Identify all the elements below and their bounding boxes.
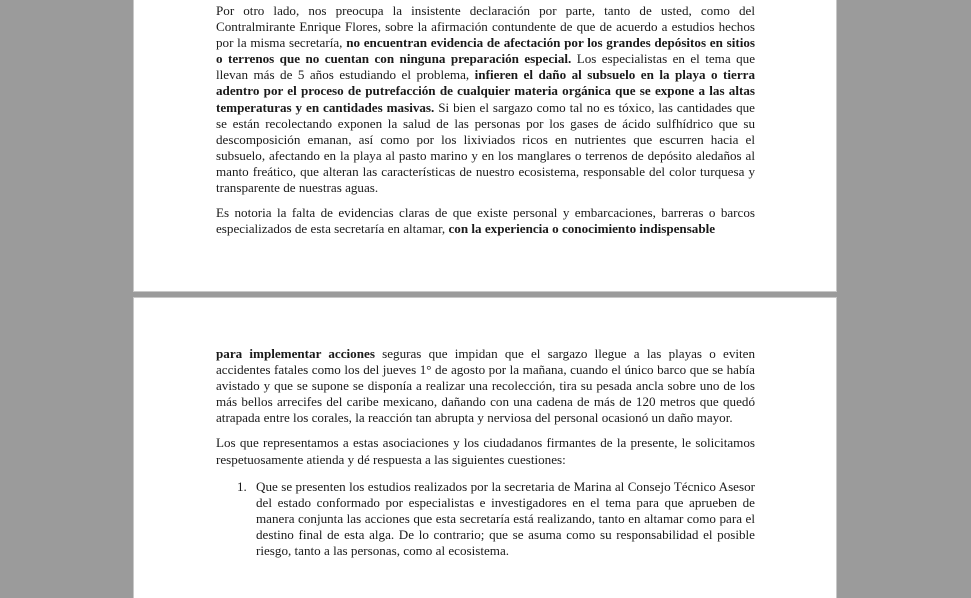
paragraph — [216, 3, 755, 196]
document-page-1 — [134, 0, 836, 291]
paragraph — [216, 346, 755, 426]
list-item — [216, 479, 755, 559]
text-run: seguras que impidan que el sargazo llegue a las playas o eviten accidentes fatales como los del jueves 1° de agosto por la mañana, cuando el único barco que se había avistado y que se supone se disponía a realizar una recolección, tira su pesada ancla sobre uno de los más bellos arrecifes del caribe mexicano, dañando con una cadena de más de 120 metros que quedó atrapada entre los corales, la reacción tan abrupta y nerviosa del personal ocasionó un daño mayor. — [216, 346, 755, 426]
document-page-2 — [134, 298, 836, 598]
page-content — [216, 346, 755, 559]
bold-text-run: con la experiencia o conocimiento indispensable — [448, 221, 716, 237]
bold-text-run: para implementar acciones — [216, 346, 375, 361]
text-run: Los especialistas en el tema que llevan más de 5 años estudiando el problema, — [216, 51, 756, 83]
text-run: Por otro lado, nos preocupa la insistente declaración por parte, tanto de usted, como del Contralmirante Enrique Flores, sobre la afirmación contundente de que de acuerdo a estudios hechos por la misma secretaría, — [216, 3, 755, 51]
page-content — [216, 3, 755, 246]
text-run: Es notoria la falta de evidencias claras de que existe personal y embarcaciones, barreras o barcos especializados de esta secretaría en altamar, — [216, 205, 755, 237]
list-number: 1. — [237, 478, 247, 494]
text-run: Si bien el sargazo como tal no es tóxico, las cantidades que se están recolectando exponen la salud de las personas por los gases de ácido sulfhídrico que su descomposición emanan, así como por los lixiviados ricos en nutrientes que escurren hacia el subsuelo, afectando en la playa al pasto marino y en los manglares o terrenos de depósito aledaños al manto freático, que alteran las características de nuestro ecosistema, responsable del color turquesa y transparente de nuestras aguas. — [216, 99, 755, 196]
list-item-text: Que se presenten los estudios realizados por la secretaria de Marina al Consejo Técnico Asesor del estado conformado por especialistas e investigadores en el tema para que aprueben de manera conjunta las acciones que esta secretaría está realizando, tanto en altamar como para el destino final de esta alga. De lo contrario; que se asuma como su responsabilidad el posible riesgo, tanto a las personas, como al ecosistema. — [256, 478, 755, 559]
text-run: Los que representamos a estas asociaciones y los ciudadanos firmantes de la presente, le solicitamos respetuosamente atienda y dé respuesta a las siguientes cuestiones: — [216, 435, 755, 467]
paragraph — [216, 435, 755, 467]
bold-text-run: no encuentran evidencia de afectación por los grandes depósitos en sitios o terrenos que no cuentan con ninguna preparación especial. — [216, 35, 755, 67]
bold-text-run: infieren el daño al subsuelo en la playa o tierra adentro por el proceso de putrefacción de cualquier materia orgánica que se expone a las altas temperaturas y en cantidades masivas. — [216, 67, 756, 115]
numbered-list — [216, 479, 755, 559]
paragraph — [216, 205, 755, 237]
